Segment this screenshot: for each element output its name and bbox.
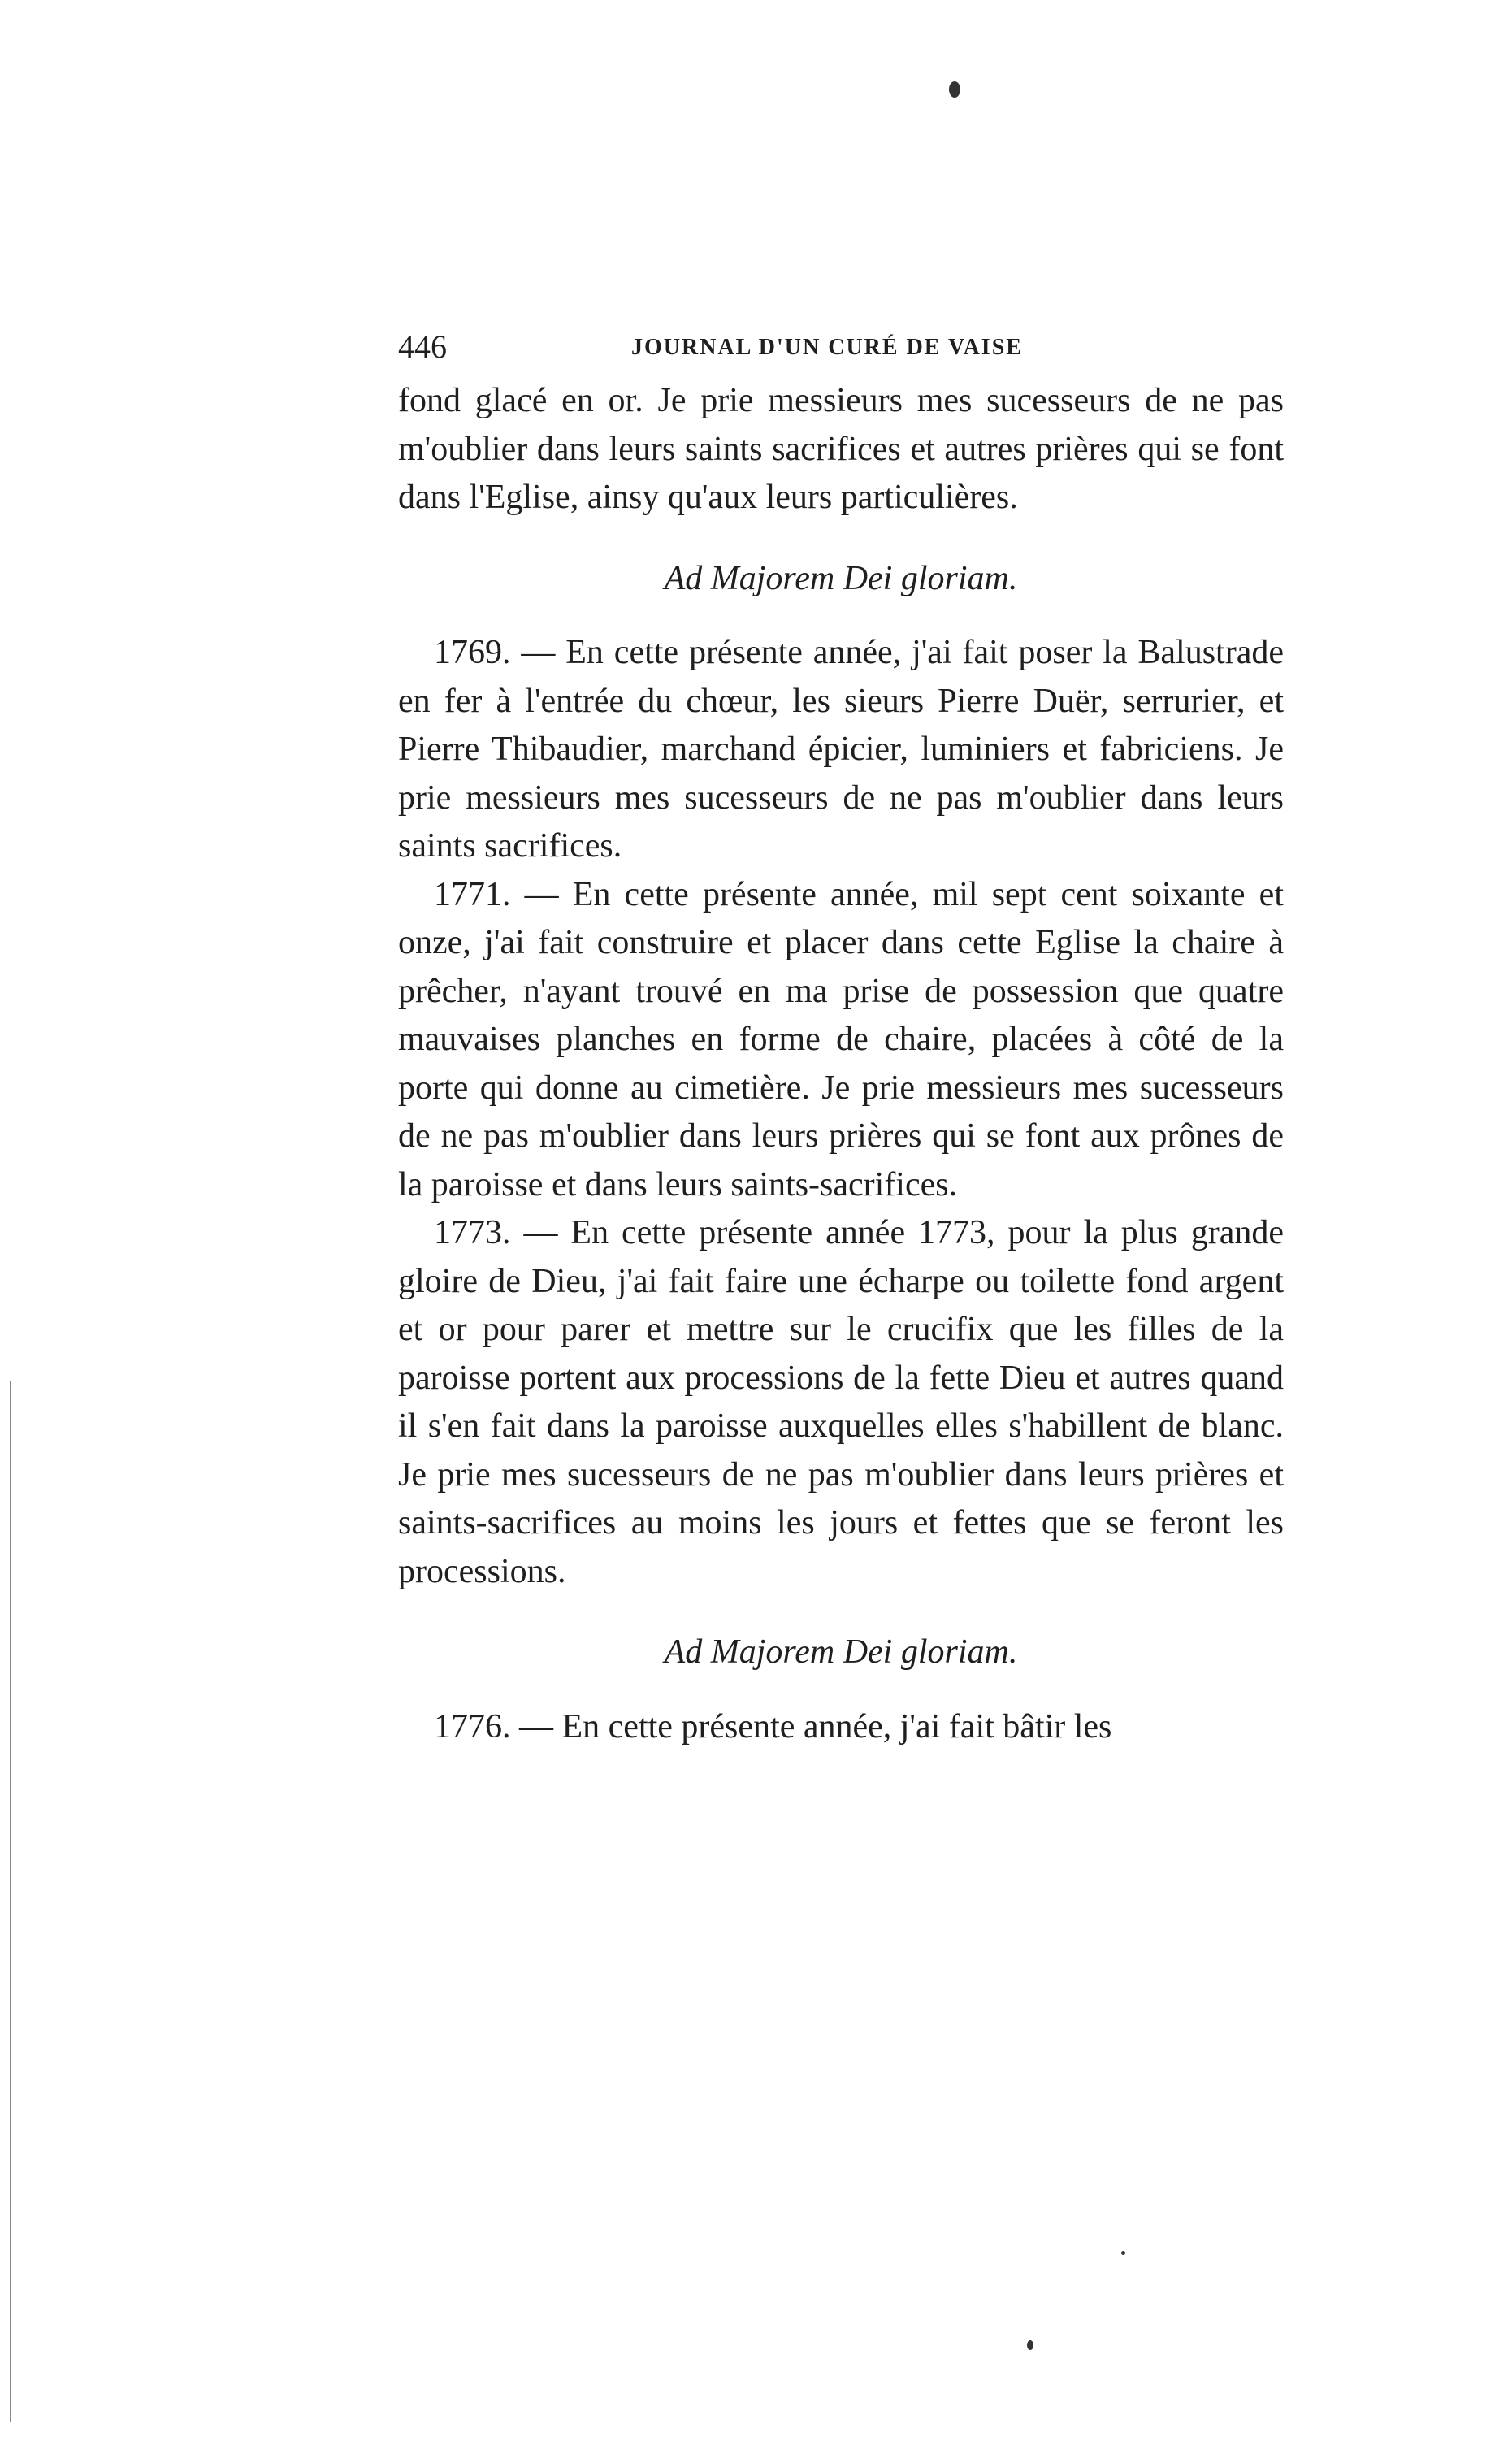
paragraph-1773: 1773. — En cette présente année 1773, pour la plus grande gloire de Dieu, j'ai fait faire une écharpe ou toilette fond argent et or pour parer et mettre sur le crucifix que les filles de la paroisse portent aux processions de la fette Dieu et autres quand il s'en fait dans la paroisse auxquelles elles s'habillent de blanc. Je prie mes sucesseurs de ne pas m'oublier dans leurs prières et saints-sacrifices au moins les jours et fettes que se feront les processions. <box>398 1214 1284 1590</box>
paragraph-1769: 1769. — En cette présente année, j'ai fait poser la Balustrade en fer à l'entrée du chœur, les sieurs Pierre Duër, serrurier, et Pierre Thibaudier, marchand épicier, luminiers et fabriciens. Je prie messieurs mes sucesseurs de ne pas m'oublier dans leurs saints sacrifices. <box>398 634 1284 865</box>
paragraph-1771: 1771. — En cette présente année, mil sept cent soixante et onze, j'ai fait construire et placer dans cette Eglise la chaire à prêcher, n'ayant trouvé en ma prise de possession que quatre mauvaises planches en forme de chaire, placées à côté de la porte qui donne au cimetière. Je prie messieurs mes sucesseurs de ne pas m'oublier dans leurs prières qui se font aux prônes de la paroisse et dans leurs saints-sacrifices. <box>398 875 1284 1203</box>
running-title: JOURNAL D'UN CURÉ DE VAISE <box>631 335 1023 360</box>
page-body <box>398 377 1284 1751</box>
ink-speck <box>949 81 960 98</box>
page-number: 446 <box>398 328 447 365</box>
dedication-ad-majorem: Ad Majorem Dei gloriam. <box>664 559 1018 597</box>
ink-speck <box>1121 2251 1125 2255</box>
margin-bleed-mark <box>10 1381 11 2422</box>
dedication-ad-majorem-second: Ad Majorem Dei gloriam. <box>664 1633 1018 1671</box>
ink-speck <box>1027 2340 1033 2350</box>
paragraph-continuation: fond glacé en or. Je prie messieurs mes sucesseurs de ne pas m'oublier dans leurs saints sacrifices et autres prières qui se font dans l'Eglise, ainsy qu'aux leurs particulières. <box>398 382 1284 516</box>
page-header <box>398 327 1300 367</box>
paragraph-1776: 1776. — En cette présente année, j'ai fait bâtir les <box>434 1707 1112 1745</box>
